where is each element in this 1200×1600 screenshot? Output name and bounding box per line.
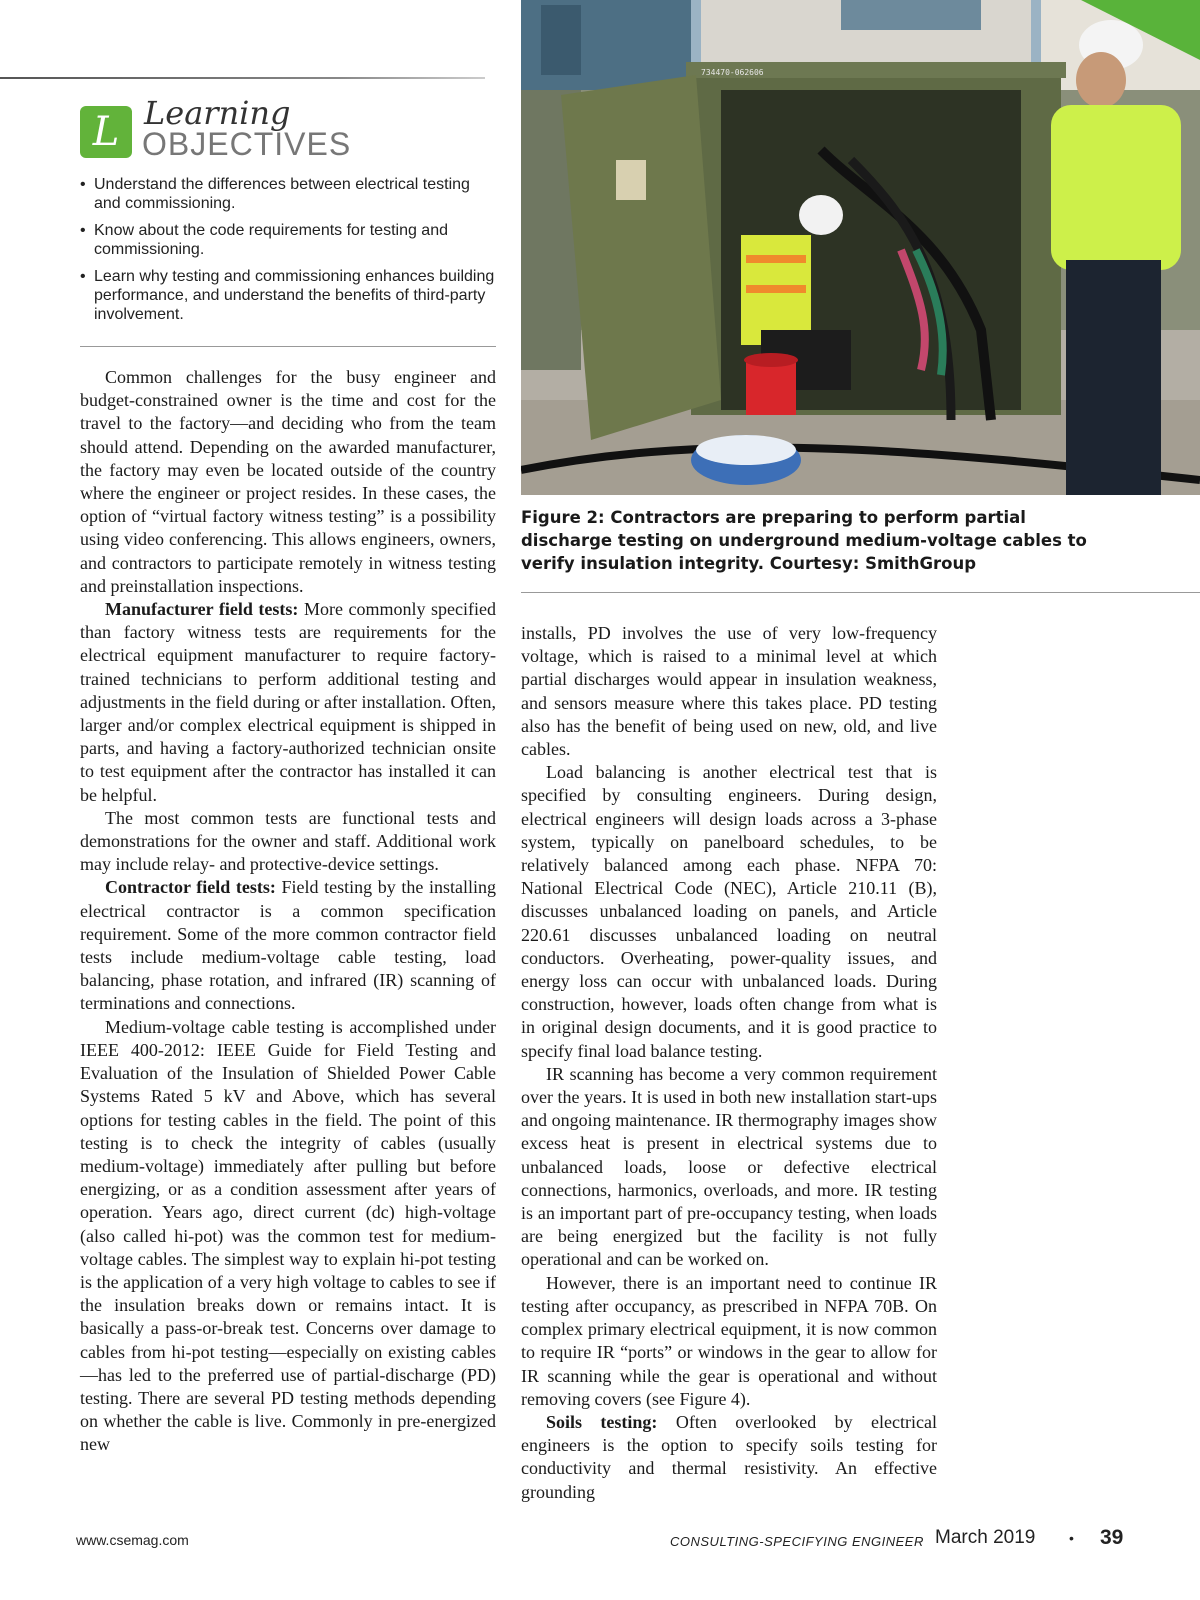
paragraph: Common challenges for the busy engineer and budget-constrained owner is the time and cost for the travel to the factory—and deciding who from the team should attend. Depending on the awarded manufacturer, the factory may even be located outside of the country where the engineer or project resides. In these cases, the option of “virtual factory witness testing” is a possibility using video conferencing. This allows engineers, owners, and contractors to participate remotely in witness testing and preinstallation inspections. <box>80 367 496 596</box>
run-in-head: Manufacturer field tests: <box>105 599 299 620</box>
page-number: 39 <box>1100 1526 1124 1549</box>
footer-date: March 2019 <box>935 1527 1036 1548</box>
paragraph: Load balancing is another electrical test that is specified by consulting engineers. During design, electrical engineers will design loads across a 3-phase system, typically on panelboard schedules, to be relatively balanced among each phase. NFPA 70: National Electrical Code (NEC), Article 210.11 (B), discusses unbalanced loading on panels, and Article 220.61 discusses unbalanced loading on neutral conductors. Overheating, power-quality issues, and energy loss can occur with unbalanced loads. During construction, however, loads often change from what is in original design documents, and it is good practice to specify final load balance testing. <box>521 762 937 1061</box>
objectives-divider <box>80 346 496 347</box>
learning-objectives-list <box>80 175 500 332</box>
paragraph <box>80 598 496 807</box>
top-rule <box>0 77 485 79</box>
footer-url[interactable]: www.csemag.com <box>76 1532 189 1548</box>
learning-badge-icon: L <box>80 106 132 158</box>
left-column <box>80 366 496 1457</box>
right-column <box>521 622 937 1504</box>
paragraph <box>80 876 496 1015</box>
learning-title-script: Learning <box>144 94 291 132</box>
paragraph: IR scanning has become a very common requirement over the years. It is used in both new installation start-ups and ongoing maintenance. IR thermography images show excess heat is present in electrical systems due to unbalanced loads, loose or defective electrical connections, harmonics, overloads, and more. IR testing is an important part of pre-occupancy testing, when loads are being energized but the facility is not fully operational and can be worked on. <box>521 1063 937 1270</box>
objectives-title: OBJECTIVES <box>142 126 352 162</box>
figure-2-photo <box>521 0 1200 495</box>
paragraph: However, there is an important need to continue IR testing after occupancy, as prescribed in NFPA 70B. On complex primary electrical equipment, it is now common to require IR “ports” or windows in the gear to allow for IR scanning while the gear is operational and without removing covers (see Figure 4). <box>521 1272 937 1409</box>
objective-item: • Understand the differences between electrical testing and commissioning. <box>80 175 500 213</box>
objective-item: • Know about the code requirements for testing and commissioning. <box>80 221 500 259</box>
figure-caption: Figure 2: Contractors are preparing to perform partial discharge testing on underground medium-voltage cables to verify insulation integrity. Courtesy: SmithGroup <box>521 508 1087 573</box>
paragraph-text: Field testing by the installing electrical contractor is a common specification requirement. Some of the more common contractor field tests include medium-voltage cable testing, load balancing, phase rotation, and infrared (IR) scanning of terminations and connections. <box>80 877 496 1014</box>
run-in-head: Contractor field tests: <box>105 877 276 898</box>
paragraph: Medium-voltage cable testing is accomplished under IEEE 400-2012: IEEE Guide for Field Testing and Evaluation of the Insulation of Shielded Power Cable Systems Rated 5 kV and Above, which has several options for testing cables in the field. The point of this testing is to check the integrity of cables (usually medium-voltage) immediately after pulling but before energizing, or as a condition assessment after years of operation. Years ago, direct current (dc) high-voltage (also called hi-pot) was the common test for medium-voltage cables. The simplest way to explain hi-pot testing is the application of a very high voltage to cables to see if the insulation breaks down or remains intact. It is basically a pass-or-break test. Concerns over damage to cables from hi-pot testing—especially on existing cables—has led to the preferred use of partial-discharge (PD) testing. There are several PD testing methods depending on whether the cable is live. Commonly in pre-energized new <box>80 1016 496 1455</box>
cabinet-label: 734470-062606 <box>701 68 764 77</box>
paragraph-text: Often overlooked by electrical engineers is the option to specify soils testing for conductivity and thermal resistivity. An effective grounding <box>521 1411 937 1502</box>
footer-magazine: CONSULTING-SPECIFYING ENGINEER <box>670 1534 924 1549</box>
objective-item: • Learn why testing and commissioning enhances building performance, and understand the benefits of third-party involvement. <box>80 267 500 324</box>
caption-divider <box>521 592 1200 593</box>
paragraph: installs, PD involves the use of very low-frequency voltage, which is raised to a minimal level at which partial discharges would appear in insulation weakness, and sensors measure where this takes place. PD testing also has the benefit of being used on new, old, and live cables. <box>521 623 937 760</box>
paragraph: The most common tests are functional tests and demonstrations for the owner and staff. Additional work may include relay- and protective-device settings. <box>80 807 496 875</box>
paragraph <box>521 1411 937 1504</box>
run-in-head: Soils testing: <box>546 1411 658 1432</box>
learning-objectives-header <box>80 94 500 162</box>
paragraph-text: More commonly specified than factory witness tests are requirements for the electrical equipment manufacturer to require factory-trained technicians to perform additional testing and adjustments in the field during or after installation. Often, larger and/or complex electrical equipment is shipped in parts, and having a factory-authorized technician onsite to test equipment after the contractor has installed it can be helpful. <box>80 599 497 805</box>
footer-separator: • <box>1069 1530 1074 1546</box>
